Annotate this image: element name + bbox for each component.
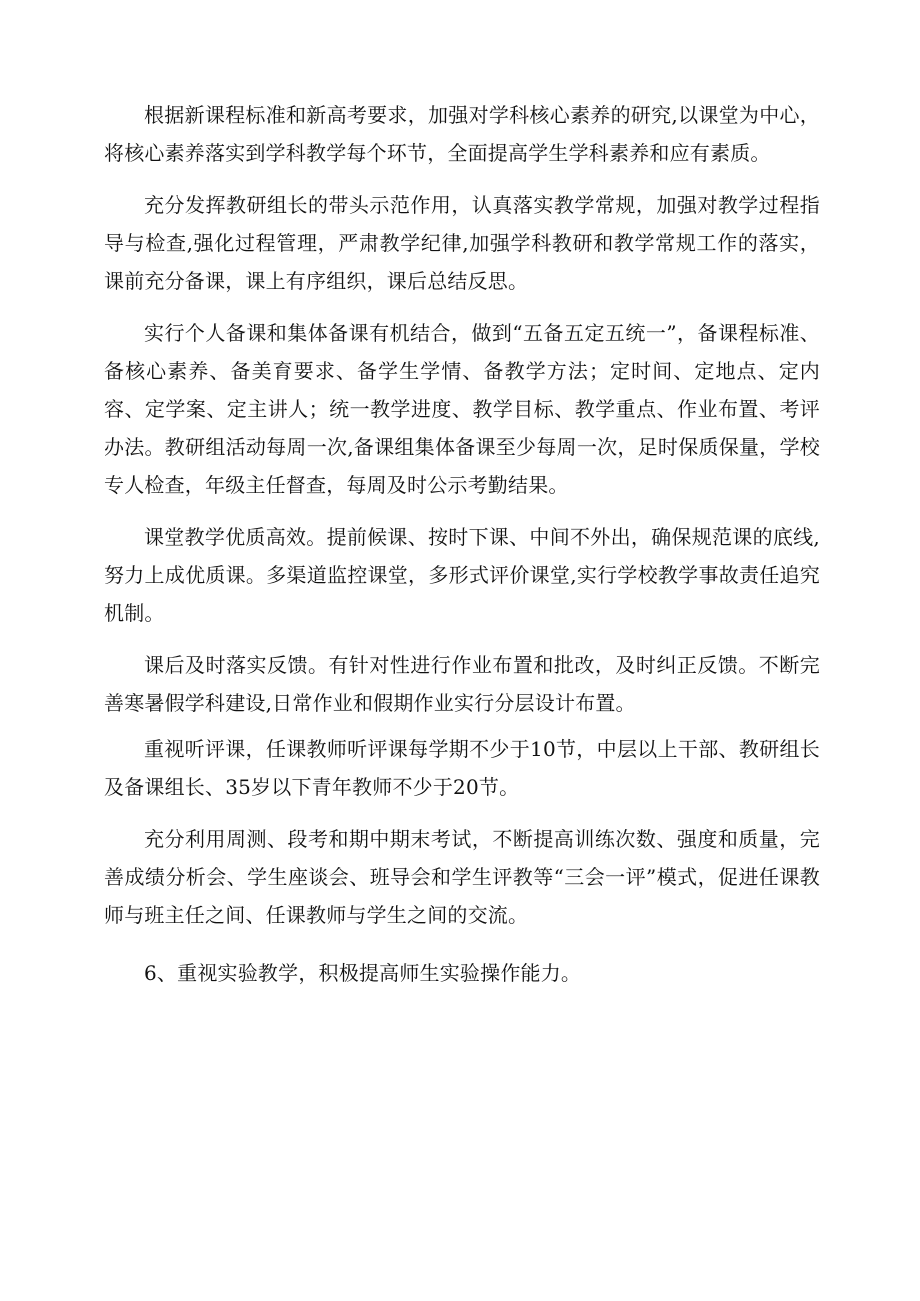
paragraph-lesson-preparation: 实行个人备课和集体备课有机结合，做到“五备五定五统一”，备课程标准、备核心素养、备美育要求、备学生学情、备教学方法；定时间、定地点、定内容、定学案、定主讲人；统一教学进度、教学目标、教学重点、作业布置、考评办法。教研组活动每周一次,备课组集体备课至少每周一次，足时保质保量，学校专人检查，年级主任督查，每周及时公示考勤结果。 (104, 321, 820, 497)
paragraph-exams: 充分利用周测、段考和期中期末考试，不断提高训练次数、强度和质量，完善成绩分析会、学生座谈会、班导会和学生评教等“三会一评”模式，促进任课教师与班主任之间、任课教师与学生之间的交流。 (104, 827, 820, 927)
paragraph-classroom-teaching: 课堂教学优质高效。提前候课、按时下课、中间不外出，确保规范课的底线,努力上成优质课。多渠道监控课堂，多形式评价课堂,实行学校教学事故责任追究机制。 (104, 525, 820, 625)
paragraph-experiment-teaching: 6、重视实验教学，积极提高师生实验操作能力。 (144, 961, 582, 985)
paragraph-lesson-observation: 重视听评课，任课教师听评课每学期不少于10节，中层以上干部、教研组长及备课组长、35岁以下青年教师不少于20节。 (104, 737, 820, 799)
paragraph-core-literacy: 根据新课程标准和新高考要求，加强对学科核心素养的研究,以课堂为中心，将核心素养落实到学科教学每个环节，全面提高学生学科素养和应有素质。 (104, 103, 820, 165)
paragraph-after-class-feedback: 课后及时落实反馈。有针对性进行作业布置和批改，及时纠正反馈。不断完善寒暑假学科建设,日常作业和假期作业实行分层设计布置。 (104, 653, 820, 715)
paragraph-teaching-routine: 充分发挥教研组长的带头示范作用，认真落实教学常规，加强对教学过程指导与检查,强化过程管理，严肃教学纪律,加强学科教研和教学常规工作的落实，课前充分备课，课上有序组织，课后总结反思。 (104, 193, 820, 293)
document-body (104, 96, 820, 992)
